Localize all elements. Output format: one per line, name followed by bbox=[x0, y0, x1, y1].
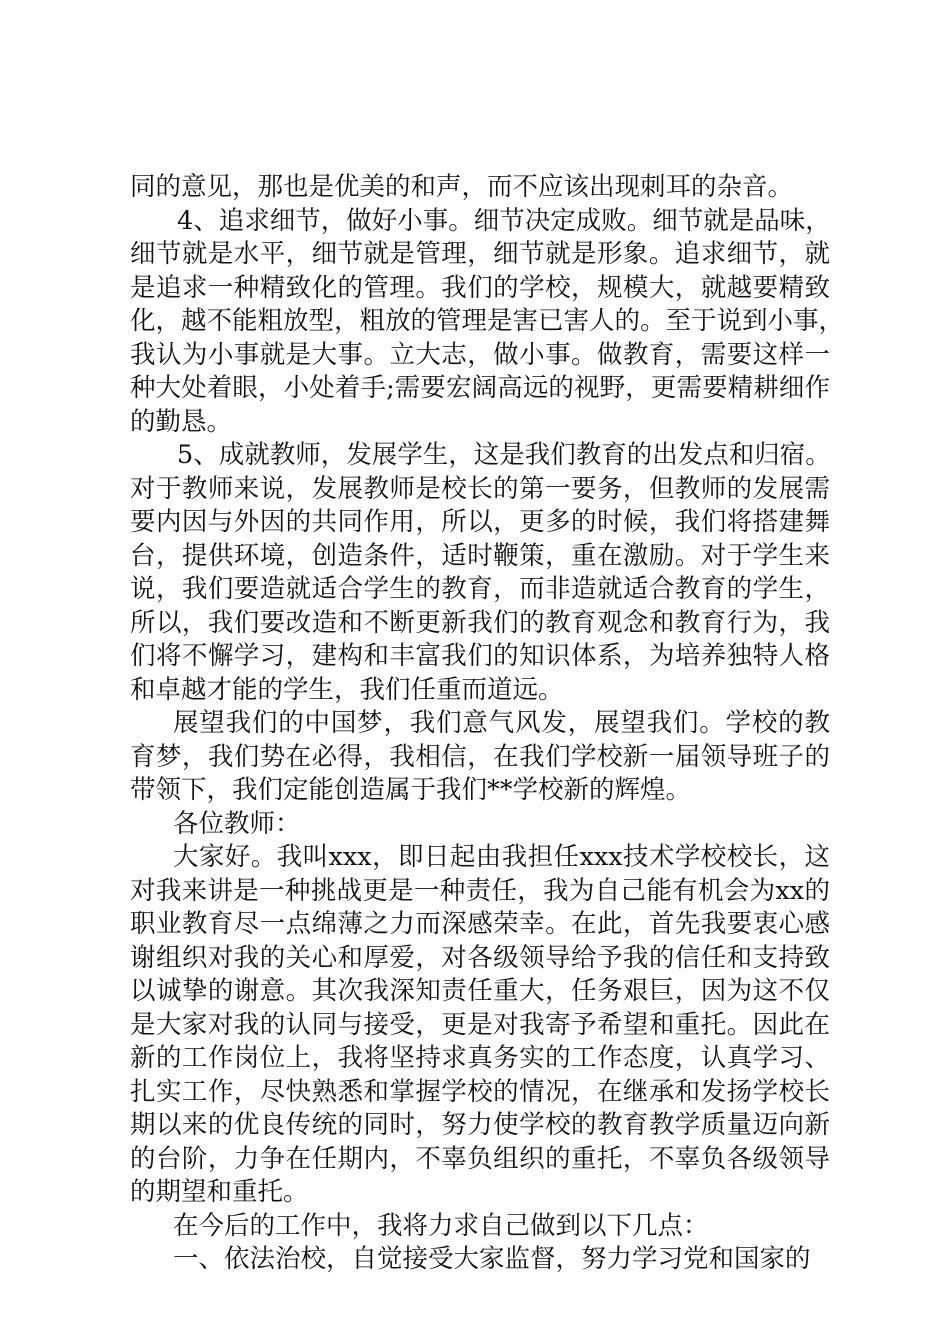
text-line: 们将不懈学习，建构和丰富我们的知识体系，为培养独特人格 bbox=[130, 641, 830, 671]
text-line: 和卓越才能的学生，我们任重而道远。 bbox=[130, 674, 564, 705]
text-line: 我认为小事就是大事。立大志，做小事。做教育，需要这样一 bbox=[130, 339, 830, 370]
text-line: 的台阶，力争在任期内，不辜负组织的重托，不辜负各级领导 bbox=[130, 1143, 830, 1174]
text-line: 新的工作岗位上，我将坚持求真务实的工作态度，认真学习、 bbox=[130, 1043, 830, 1073]
text-line: 同的意见，那也是优美的和声，而不应该出现刺耳的杂音。 bbox=[130, 172, 794, 202]
text-line: 5、成就教师，发展学生，这是我们教育的出发点和归宿。 bbox=[177, 440, 831, 470]
text-line: 对于教师来说，发展教师是校长的第一要务，但教师的发展需 bbox=[130, 473, 830, 504]
text-line: 台，提供环境，创造条件，适时鞭策，重在激励。对于学生来 bbox=[130, 540, 830, 571]
text-line: 谢组织对我的关心和厚爱，对各级领导给予我的信任和支持致 bbox=[130, 942, 830, 973]
text-line: 一、依法治校，自觉接受大家监督，努力学习党和国家的 bbox=[173, 1244, 811, 1274]
text-line: 大家好。我叫xxx，即日起由我担任xxx技术学校校长，这 bbox=[173, 842, 830, 872]
text-line: 展望我们的中国梦，我们意气风发，展望我们。学校的教 bbox=[173, 708, 830, 738]
text-line: 在今后的工作中，我将力求自己做到以下几点： bbox=[173, 1210, 709, 1241]
text-line: 职业教育尽一点绵薄之力而深感荣幸。在此，首先我要衷心感 bbox=[130, 909, 830, 939]
text-line: 对我来讲是一种挑战更是一种责任，我为自己能有机会为xx的 bbox=[130, 875, 830, 906]
text-line: 4、追求细节，做好小事。细节决定成败。细节就是品味， bbox=[177, 205, 831, 236]
text-line: 的勤恳。 bbox=[130, 406, 233, 437]
text-line: 扎实工作，尽快熟悉和掌握学校的情况，在继承和发扬学校长 bbox=[130, 1076, 830, 1107]
document-body bbox=[130, 171, 845, 1277]
text-line: 育梦，我们势在必得，我相信，在我们学校新一届领导班子的 bbox=[130, 741, 830, 772]
text-line: 以诚挚的谢意。其次我深知责任重大，任务艰巨，因为这不仅 bbox=[130, 976, 830, 1006]
text-line: 带领下，我们定能创造属于我们**学校新的辉煌。 bbox=[130, 775, 692, 805]
text-line: 说，我们要造就适合学生的教育，而非造就适合教育的学生， bbox=[130, 574, 830, 604]
text-line: 所以，我们要改造和不断更新我们的教育观念和教育行为，我 bbox=[130, 607, 830, 638]
text-line: 细节就是水平，细节就是管理，细节就是形象。追求细节，就 bbox=[130, 239, 830, 269]
text-line: 化，越不能粗放型，粗放的管理是害已害人的。至于说到小事， bbox=[130, 306, 845, 336]
text-line: 各位教师： bbox=[173, 808, 301, 839]
text-line: 种大处着眼，小处着手;需要宏阔高远的视野，更需要精耕细作 bbox=[130, 373, 830, 403]
text-line: 是大家对我的认同与接受，更是对我寄予希望和重托。因此在 bbox=[130, 1009, 830, 1040]
text-line: 的期望和重托。 bbox=[130, 1177, 309, 1207]
text-line: 期以来的优良传统的同时，努力使学校的教育教学质量迈向新 bbox=[130, 1110, 830, 1140]
text-line: 要内因与外因的共同作用，所以，更多的时候，我们将搭建舞 bbox=[130, 507, 830, 537]
text-line: 是追求一种精致化的管理。我们的学校，规模大，就越要精致 bbox=[130, 272, 830, 303]
